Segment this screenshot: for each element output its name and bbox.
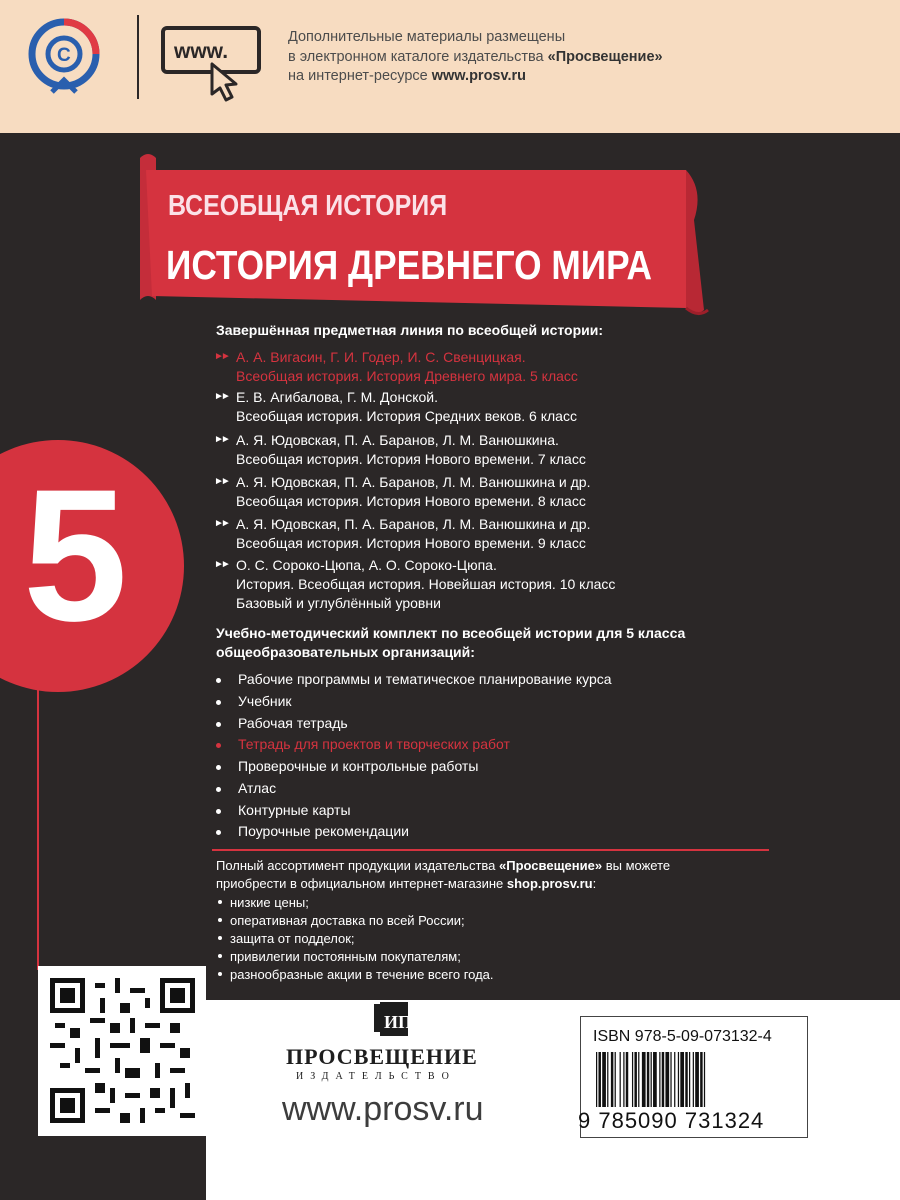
svg-text:ИП: ИП <box>384 1012 413 1032</box>
grade-number: 5 <box>23 450 128 660</box>
kit-item: Атлас <box>238 780 277 796</box>
section-divider <box>212 849 769 851</box>
barcode-bar <box>647 1052 649 1107</box>
header-band <box>0 0 900 133</box>
bullet-icon <box>216 700 221 705</box>
header-divider <box>137 15 139 99</box>
double-arrow-icon: ►► <box>214 391 228 402</box>
kit-item: Поурочные рекомендации <box>238 823 409 839</box>
bullet-icon <box>218 954 222 958</box>
barcode-number: 9 785090 731324 <box>578 1108 765 1133</box>
bullet-icon <box>216 765 221 770</box>
publisher-name: ПРОСВЕЩЕНИЕ <box>286 1044 478 1069</box>
barcode-bar <box>674 1052 675 1107</box>
barcode-bar <box>653 1052 657 1107</box>
barcode-bar <box>695 1052 699 1107</box>
shop-item: низкие цены; <box>230 895 309 910</box>
website-link[interactable]: www.prosv.ru <box>431 68 527 84</box>
double-arrow-icon: ►► <box>214 518 228 529</box>
barcode-bar <box>659 1052 660 1107</box>
kit-item: Тетрадь для проектов и творческих работ <box>238 736 510 752</box>
series-item-6: О. С. Сороко-Цюпа, А. О. Сороко-Цюпа. История. Всеобщая история. Новейшая история. 10 класс Базовый и углублённый уровни <box>236 557 616 611</box>
barcode-bar <box>693 1052 694 1107</box>
barcode-bar <box>685 1052 687 1107</box>
book-title: ИСТОРИЯ ДРЕВНЕГО МИРА <box>166 242 652 288</box>
bullet-icon <box>218 918 222 922</box>
bullet-icon <box>218 900 222 904</box>
bullet-icon <box>218 972 222 976</box>
header-line3: на интернет-ресурсе <box>288 68 432 84</box>
shop-link[interactable]: shop.prosv.ru <box>506 876 593 891</box>
double-arrow-icon: ►► <box>214 434 228 445</box>
bullet-icon <box>218 936 222 940</box>
shop-item: привилегии постоянным покупателям; <box>230 949 461 964</box>
bullet-icon <box>216 678 221 683</box>
barcode-icon <box>594 1052 794 1107</box>
header-line1: Дополнительные материалы размещены <box>288 29 566 45</box>
bullet-icon <box>216 809 221 814</box>
barcode-bar <box>642 1052 646 1107</box>
barcode-bar <box>634 1052 636 1107</box>
barcode-bar <box>615 1052 616 1107</box>
kit-item: Контурные карты <box>238 802 351 818</box>
series-item-2: Е. В. Агибалова, Г. М. Донской. Всеобщая история. История Средних веков. 6 класс <box>236 389 577 424</box>
barcode-bar <box>626 1052 628 1107</box>
series-item-4: А. Я. Юдовская, П. А. Баранов, Л. М. Ванюшкина и др. Всеобщая история. История Нового времени. 8 класс <box>236 474 591 509</box>
series-item-3: А. Я. Юдовская, П. А. Баранов, Л. М. Ванюшкина. Всеобщая история. История Нового времени. 7 класс <box>236 432 586 467</box>
qr-code-icon[interactable] <box>50 978 195 1123</box>
kit-heading: Учебно-методический комплект по всеобщей истории для 5 класса общеобразовательных организаций: <box>216 625 686 660</box>
barcode-bar <box>607 1052 608 1107</box>
publisher-url[interactable]: www.prosv.ru <box>282 1090 484 1128</box>
barcode-bar <box>611 1052 613 1107</box>
barcode-bar <box>700 1052 702 1107</box>
publisher-subtitle: ИЗДАТЕЛЬСТВО <box>296 1071 456 1082</box>
double-arrow-icon: ►► <box>214 476 228 487</box>
series-item-1: А. А. Вигасин, Г. И. Годер, И. С. Свенцицкая. Всеобщая история. История Древнего мира. 5 класс <box>236 349 578 384</box>
isbn-label: ISBN 978-5-09-073132-4 <box>593 1028 772 1045</box>
barcode-bar <box>620 1052 621 1107</box>
double-arrow-icon: ►► <box>214 351 228 362</box>
title-ribbon <box>138 150 710 318</box>
kit-item: Проверочные и контрольные работы <box>238 758 479 774</box>
barcode-bar <box>662 1052 664 1107</box>
barcode-bar <box>704 1052 705 1107</box>
accent-line <box>37 680 39 970</box>
shop-item: оперативная доставка по всей России; <box>230 913 465 928</box>
book-subtitle: ВСЕОБЩАЯ ИСТОРИЯ <box>168 190 448 222</box>
kit-item: Учебник <box>238 693 292 709</box>
shop-text: Полный ассортимент продукции издательства «Просвещение» вы можете приобрести в официальном интернет-магазине shop.prosv.ru: <box>216 858 671 891</box>
series-item-5: А. Я. Юдовская, П. А. Баранов, Л. М. Ванюшкина и др. Всеобщая история. История Нового времени. 9 класс <box>236 516 591 551</box>
barcode-bar <box>689 1052 690 1107</box>
bullet-icon <box>216 743 221 748</box>
barcode-bar <box>602 1052 606 1107</box>
www-label: www. <box>174 40 229 63</box>
bullet-icon <box>216 722 221 727</box>
kit-item: Рабочие программы и тематическое планирование курса <box>238 671 612 687</box>
header-line2: в электронном каталоге издательства <box>288 48 548 65</box>
barcode-bar <box>632 1052 633 1107</box>
series-heading: Завершённая предметная линия по всеобщей истории: <box>216 322 604 338</box>
publisher-logo-icon <box>28 18 100 98</box>
shop-item: защита от подделок; <box>230 931 355 946</box>
barcode-bar <box>665 1052 669 1107</box>
header-text <box>288 28 663 87</box>
svg-text:C: C <box>57 45 71 66</box>
double-arrow-icon: ►► <box>214 559 228 570</box>
barcode-bar <box>678 1052 679 1107</box>
barcode-bar <box>638 1052 639 1107</box>
barcode-bar <box>680 1052 684 1107</box>
barcode-bar <box>598 1052 600 1107</box>
publisher-name-bold: «Просвещение» <box>547 48 663 65</box>
barcode-bar <box>670 1052 671 1107</box>
bullet-icon <box>216 787 221 792</box>
barcode-bar <box>623 1052 624 1107</box>
barcode-bar <box>596 1052 597 1107</box>
publisher-emblem-icon <box>374 998 414 1040</box>
bullet-icon <box>216 830 221 835</box>
barcode-bar <box>651 1052 652 1107</box>
shop-item: разнообразные акции в течение всего года. <box>230 967 494 982</box>
kit-item: Рабочая тетрадь <box>238 715 348 731</box>
web-pointer-icon <box>160 24 268 104</box>
